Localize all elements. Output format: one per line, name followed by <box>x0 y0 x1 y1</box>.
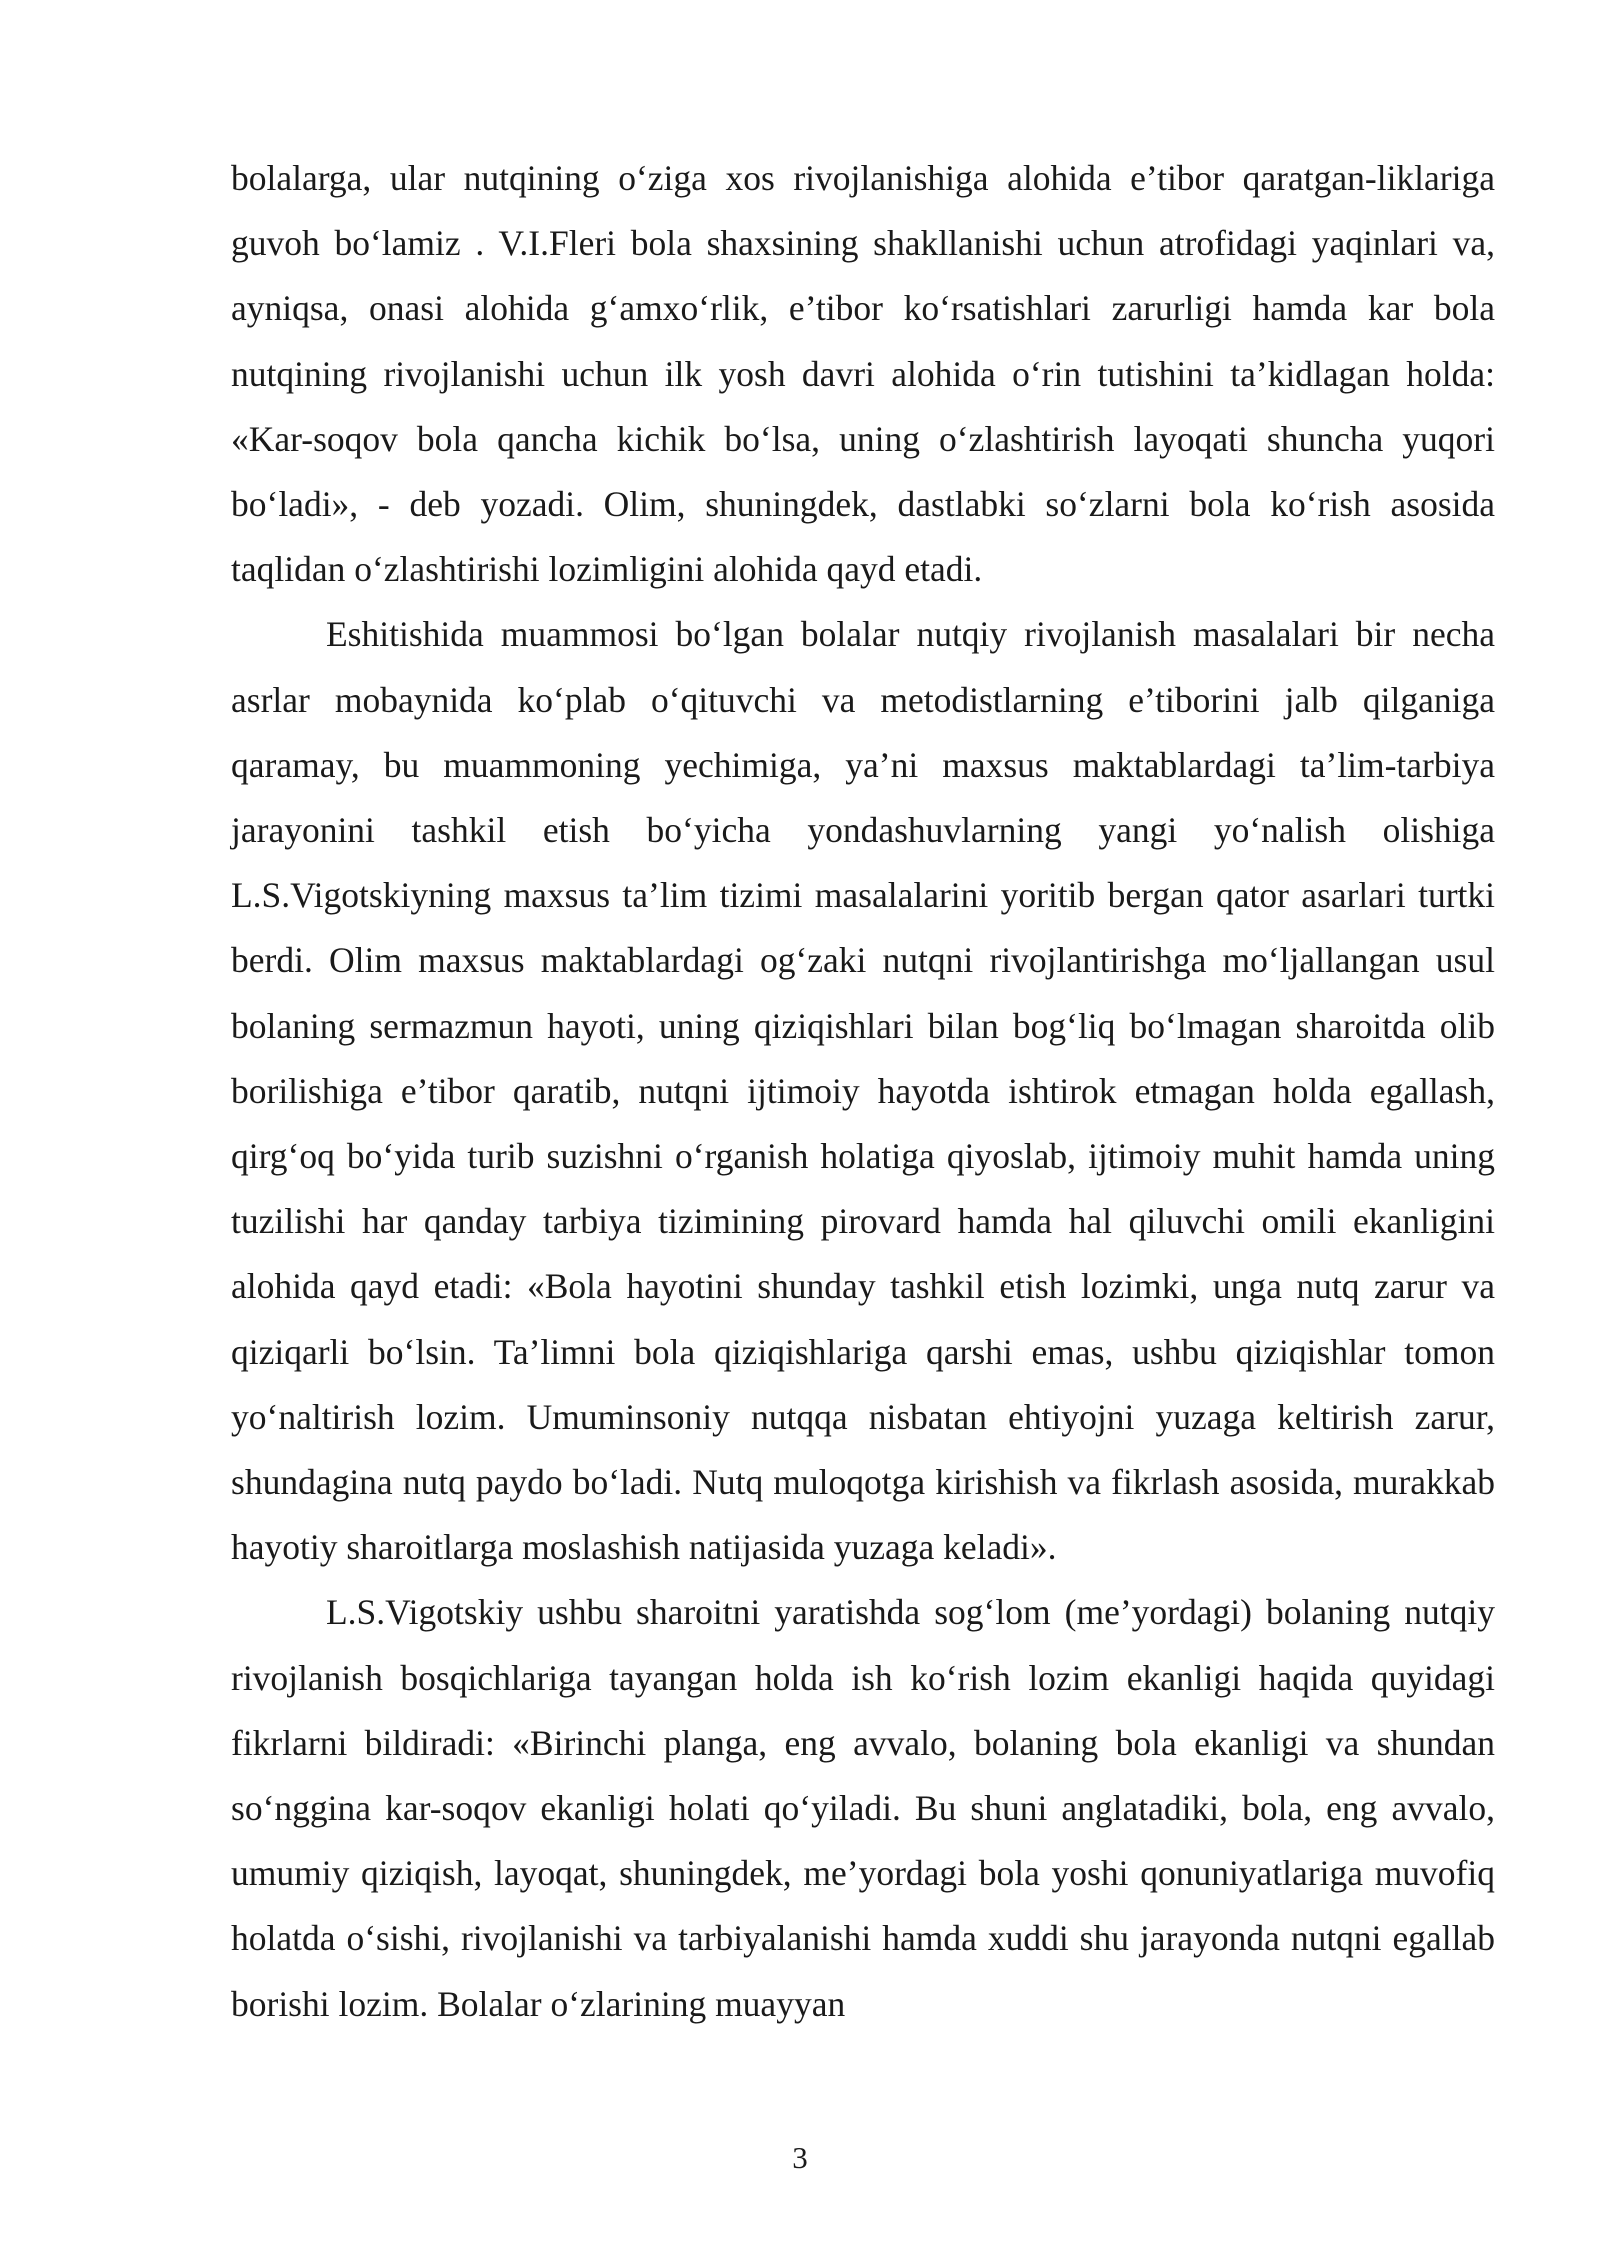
paragraph-3: L.S.Vigotskiy ushbu sharoitni yaratishda sog‘lom (me’yordagi) bolaning nutqiy rivojlanish bosqichlariga tayangan holda ish ko‘rish lozim ekanligi haqida quyidagi fikrlarni bildiradi: «Birinchi planga, eng avvalo, bolaning bola ekanligi va shundan so‘nggina kar-soqov ekanligi holati qo‘yiladi. Bu shuni anglatadiki, bola, eng avvalo, umumiy qiziqish, layoqat, shuningdek, me’yordagi bola yoshi qonuniyatlariga muvofiq holatda o‘sishi, rivojlanishi va tarbiyalanishi hamda xuddi shu jarayonda nutqni egallab borishi lozim. Bolalar o‘zlarining muayyan <box>231 1592 1495 2024</box>
document-body <box>231 146 1495 2037</box>
paragraph-1: bolalarga, ular nutqining o‘ziga xos rivojlanishiga alohida e’tibor qaratgan-liklariga guvoh bo‘lamiz . V.I.Fleri bola shaxsining shakllanishi uchun atrofidagi yaqinlari va, ayniqsa, onasi alohida g‘amxo‘rlik, e’tibor ko‘rsatishlari zarurligi hamda kar bola nutqining rivojlanishi uchun ilk yosh davri alohida o‘rin tutishini ta’kidlagan holda: «Kar-soqov bola qancha kichik bo‘lsa, uning o‘zlashtirish layoqati shuncha yuqori bo‘ladi», - deb yozadi. Olim, shuningdek, dastlabki so‘zlarni bola ko‘rish asosida taqlidan o‘zlashtirishi lozimligini alohida qayd etadi. <box>231 158 1495 590</box>
page-number: 3 <box>792 2140 808 2175</box>
paragraph-2: Eshitishida muammosi bo‘lgan bolalar nutqiy rivojlanish masalalari bir necha asrlar mobaynida ko‘plab o‘qituvchi va metodistlarning e’tiborini jalb qilganiga qaramay, bu muammoning yechimiga, ya’ni maxsus maktablardagi ta’lim-tarbiya jarayonini tashkil etish bo‘yicha yondashuvlarning yangi yo‘nalish olishiga L.S.Vigotskiyning maxsus ta’lim tizimi masalalarini yoritib bergan qator asarlari turtki berdi. Olim maxsus maktablardagi og‘zaki nutqni rivojlantirishga mo‘ljallangan usul bolaning sermazmun hayoti, uning qiziqishlari bilan bog‘liq bo‘lmagan sharoitda olib borilishiga e’tibor qaratib, nutqni ijtimoiy hayotda ishtirok etmagan holda egallash, qirg‘oq bo‘yida turib suzishni o‘rganish holatiga qiyoslab, ijtimoiy muhit hamda uning tuzilishi har qanday tarbiya tizimining pirovard hamda hal qiluvchi omili ekanligini alohida qayd etadi: «Bola hayotini shunday tashkil etish lozimki, unga nutq zarur va qiziqarli bo‘lsin. Ta’limni bola qiziqishlariga qarshi emas, ushbu qiziqishlar tomon yo‘naltirish lozim. Umuminsoniy nutqqa nisbatan ehtiyojni yuzaga keltirish zarur, shundagina nutq paydo bo‘ladi. Nutq muloqotga kirishish va fikrlash asosida, murakkab hayotiy sharoitlarga moslashish natijasida yuzaga keladi». <box>231 614 1495 1568</box>
